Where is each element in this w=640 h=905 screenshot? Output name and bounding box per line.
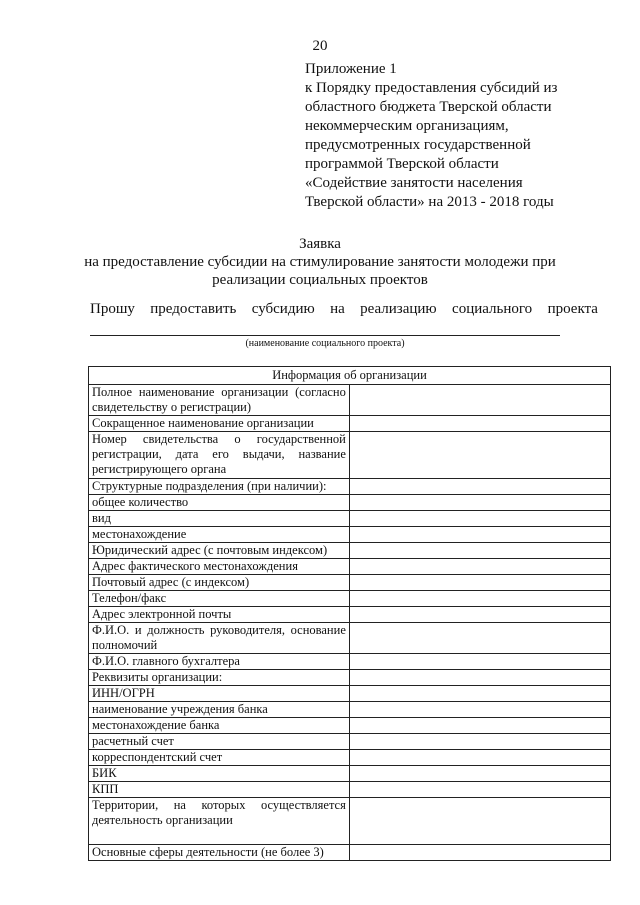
table-row — [89, 543, 611, 559]
row-label: Почтовый адрес (с индексом) — [89, 575, 350, 591]
appendix-line: областного бюджета Тверской области — [305, 99, 552, 115]
row-value-field[interactable] — [349, 543, 610, 559]
row-label: вид — [89, 511, 350, 527]
row-label: общее количество — [89, 495, 350, 511]
row-value-field[interactable] — [349, 495, 610, 511]
row-value-field[interactable] — [349, 734, 610, 750]
project-name-caption: (наименование социального проекта) — [245, 338, 405, 349]
row-value-field[interactable] — [349, 782, 610, 798]
row-label: расчетный счет — [89, 734, 350, 750]
row-value-field[interactable] — [349, 416, 610, 432]
project-name-blank[interactable] — [90, 335, 560, 336]
appendix-line: некоммерческим организациям, — [305, 118, 509, 134]
request-subtitle-line-1: на предоставление субсидии на стимулирование занятости молодежи при — [84, 254, 556, 270]
appendix-line: предусмотренных государственной — [305, 137, 531, 153]
request-word: на — [330, 301, 345, 317]
table-row — [89, 511, 611, 527]
row-value-field[interactable] — [349, 432, 610, 479]
row-label: ИНН/ОГРН — [89, 686, 350, 702]
table-header-row — [89, 367, 611, 385]
row-label: наименование учреждения банка — [89, 702, 350, 718]
row-value-field[interactable] — [349, 670, 610, 686]
row-label: Структурные подразделения (при наличии): — [89, 479, 350, 495]
table-header: Информация об организации — [89, 367, 611, 385]
appendix-block — [305, 60, 615, 212]
table-row — [89, 559, 611, 575]
request-heading: Заявка — [299, 236, 341, 252]
row-value-field[interactable] — [349, 718, 610, 734]
request-word: Прошу — [90, 301, 135, 317]
row-label: Ф.И.О. главного бухгалтера — [89, 654, 350, 670]
row-label: Территории, на которых осуществляется деятельность организации — [89, 798, 350, 845]
row-value-field[interactable] — [349, 845, 610, 861]
table-row — [89, 385, 611, 416]
page-number: 20 — [312, 38, 328, 54]
appendix-line: Приложение 1 — [305, 61, 397, 77]
row-label: Номер свидетельства о государственной регистрации, дата его выдачи, название регистрирующего органа — [89, 432, 350, 479]
row-value-field[interactable] — [349, 798, 610, 845]
row-label: местонахождение — [89, 527, 350, 543]
row-value-field[interactable] — [349, 686, 610, 702]
row-label: КПП — [89, 782, 350, 798]
row-value-field[interactable] — [349, 607, 610, 623]
table-row — [89, 479, 611, 495]
table-row — [89, 575, 611, 591]
row-label: Полное наименование организации (согласно свидетельству о регистрации) — [89, 385, 350, 416]
table-row — [89, 750, 611, 766]
table-row — [89, 623, 611, 654]
row-value-field[interactable] — [349, 750, 610, 766]
appendix-line: к Порядку предоставления субсидий из — [305, 80, 558, 96]
row-value-field[interactable] — [349, 527, 610, 543]
table-row — [89, 527, 611, 543]
table-row — [89, 766, 611, 782]
request-subtitle-line-2: реализации социальных проектов — [212, 272, 428, 288]
request-word: субсидию — [251, 301, 315, 317]
row-label: корреспондентский счет — [89, 750, 350, 766]
row-label: Адрес электронной почты — [89, 607, 350, 623]
row-value-field[interactable] — [349, 511, 610, 527]
table-row — [89, 845, 611, 861]
row-label: Адрес фактического местонахождения — [89, 559, 350, 575]
row-label: БИК — [89, 766, 350, 782]
table-row — [89, 670, 611, 686]
request-word: проекта — [547, 301, 598, 317]
request-title — [0, 235, 640, 289]
appendix-line: Тверской области» на 2013 - 2018 годы — [305, 194, 554, 210]
row-value-field[interactable] — [349, 654, 610, 670]
row-value-field[interactable] — [349, 385, 610, 416]
table-row — [89, 686, 611, 702]
row-label: Телефон/факс — [89, 591, 350, 607]
appendix-line: «Содействие занятости населения — [305, 175, 523, 191]
table-row — [89, 798, 611, 845]
row-label: Юридический адрес (с почтовым индексом) — [89, 543, 350, 559]
row-value-field[interactable] — [349, 479, 610, 495]
request-word: реализацию — [360, 301, 437, 317]
request-sentence — [90, 301, 598, 318]
row-label: Сокращенное наименование организации — [89, 416, 350, 432]
table-row — [89, 495, 611, 511]
row-value-field[interactable] — [349, 559, 610, 575]
request-word: предоставить — [150, 301, 237, 317]
table-row — [89, 782, 611, 798]
row-value-field[interactable] — [349, 766, 610, 782]
table-row — [89, 702, 611, 718]
table-row — [89, 432, 611, 479]
row-label: Основные сферы деятельности (не более 3) — [89, 845, 350, 861]
row-value-field[interactable] — [349, 702, 610, 718]
table-row — [89, 718, 611, 734]
table-row — [89, 416, 611, 432]
row-value-field[interactable] — [349, 591, 610, 607]
table-row — [89, 734, 611, 750]
table-row — [89, 607, 611, 623]
table-row — [89, 591, 611, 607]
appendix-line: программой Тверской области — [305, 156, 499, 172]
row-value-field[interactable] — [349, 623, 610, 654]
table-row — [89, 654, 611, 670]
row-value-field[interactable] — [349, 575, 610, 591]
row-label: Реквизиты организации: — [89, 670, 350, 686]
request-word: социального — [452, 301, 533, 317]
row-label: Ф.И.О. и должность руководителя, основание полномочий — [89, 623, 350, 654]
organization-info-table — [88, 366, 611, 861]
row-label: местонахождение банка — [89, 718, 350, 734]
